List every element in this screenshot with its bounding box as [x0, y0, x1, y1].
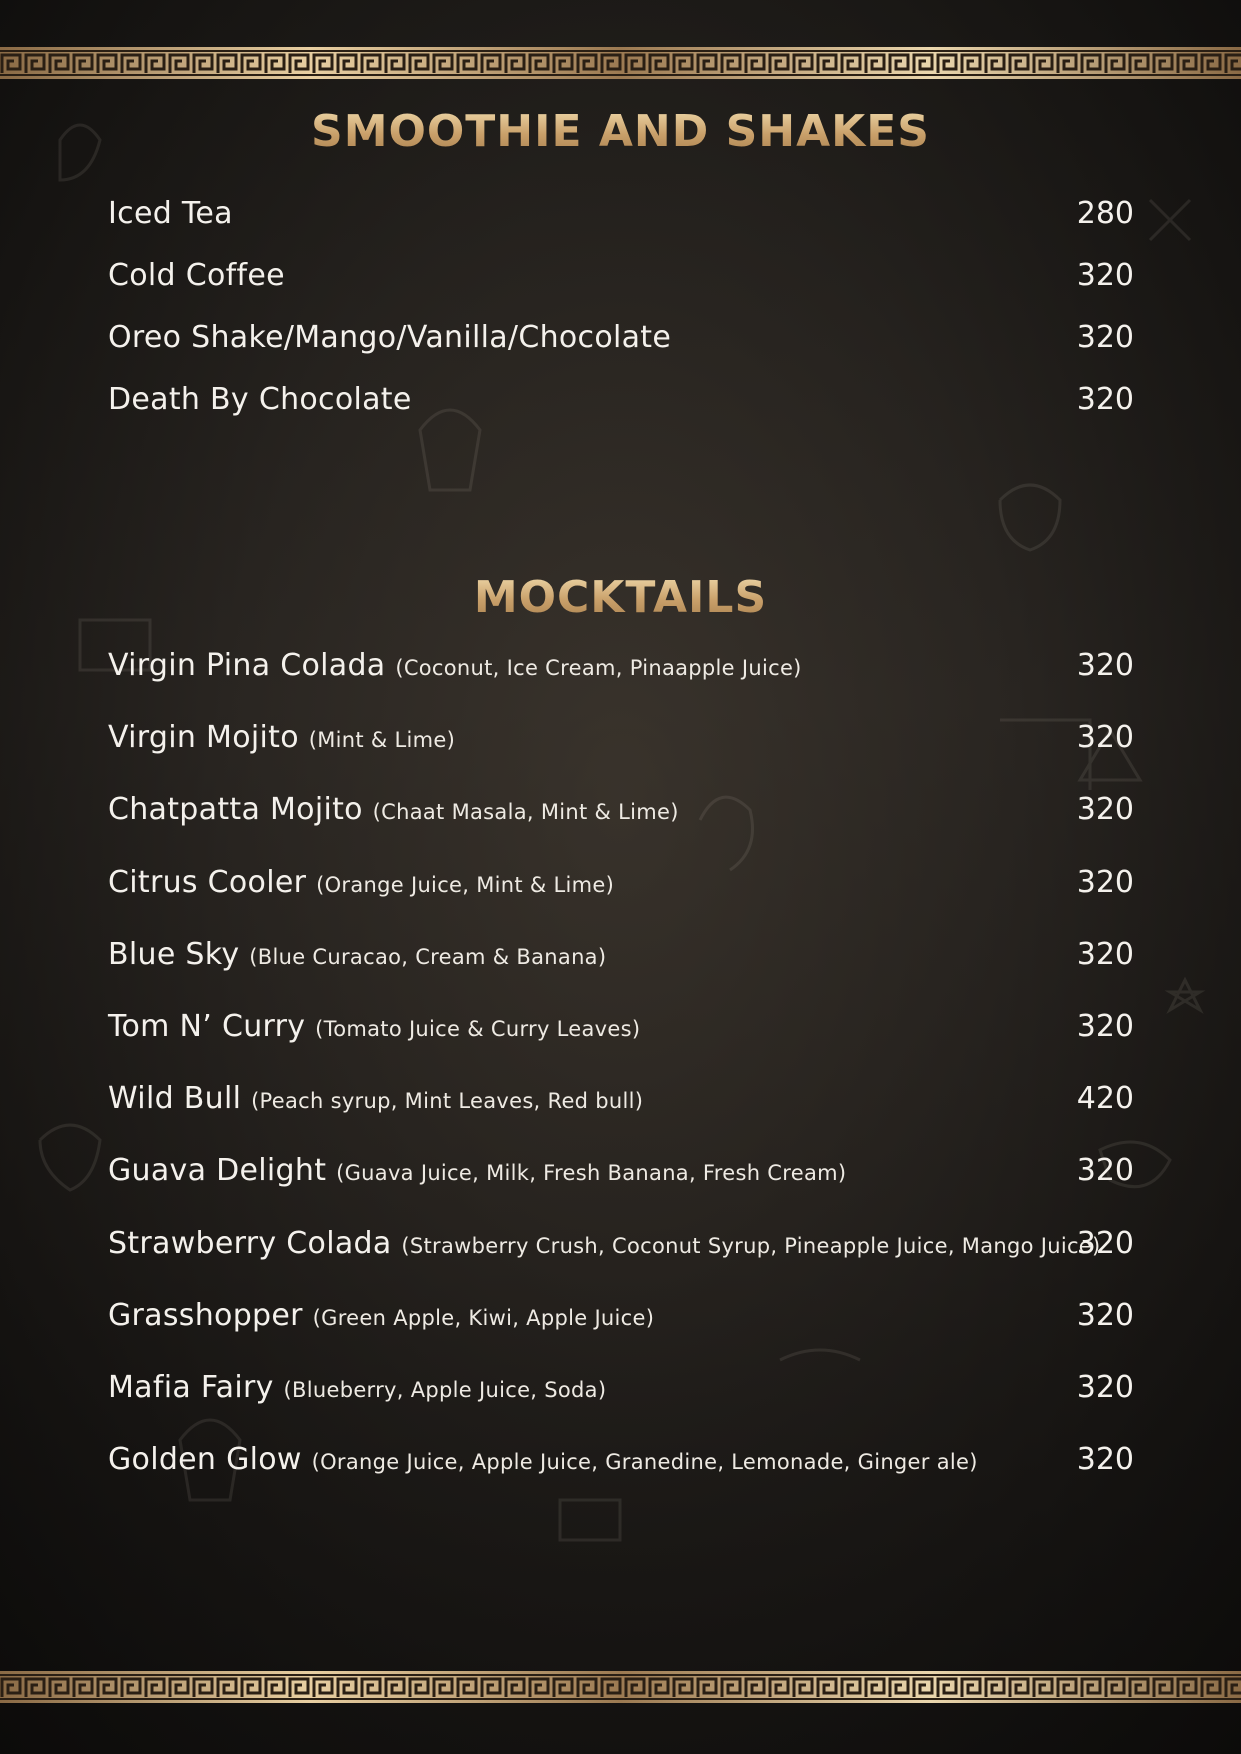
item-price: 320 — [1076, 1298, 1134, 1333]
menu-item — [108, 1370, 1134, 1414]
menu-item — [108, 1298, 1134, 1342]
menu-item — [108, 382, 1134, 426]
item-name — [108, 1009, 640, 1044]
item-price: 320 — [1076, 1153, 1134, 1188]
item-name — [108, 1081, 643, 1116]
item-title: Golden Glow — [108, 1442, 302, 1477]
item-title: Oreo Shake/Mango/Vanilla/Chocolate — [108, 320, 672, 355]
item-title: Grasshopper — [108, 1298, 303, 1333]
menu-item — [108, 1442, 1134, 1486]
item-name — [108, 792, 679, 827]
item-price: 320 — [1076, 720, 1134, 755]
item-title: Blue Sky — [108, 937, 240, 972]
menu-item — [108, 865, 1134, 909]
item-price: 320 — [1076, 648, 1134, 683]
item-price: 320 — [1076, 258, 1134, 293]
item-title: Virgin Mojito — [108, 720, 299, 755]
item-title: Mafia Fairy — [108, 1370, 274, 1405]
item-price: 320 — [1076, 1009, 1134, 1044]
item-title: Iced Tea — [108, 196, 233, 231]
item-description: (Chaat Masala, Mint & Lime) — [372, 800, 679, 824]
item-name — [108, 382, 412, 417]
item-name — [108, 865, 614, 900]
item-name — [108, 320, 671, 355]
menu-item — [108, 1081, 1134, 1125]
item-price: 320 — [1076, 937, 1134, 972]
item-name — [108, 720, 455, 755]
menu-item — [108, 792, 1134, 836]
item-description: (Green Apple, Kiwi, Apple Juice) — [312, 1306, 655, 1330]
item-description: (Orange Juice, Mint & Lime) — [316, 873, 615, 897]
item-price: 320 — [1076, 1226, 1134, 1261]
item-description: (Blueberry, Apple Juice, Soda) — [283, 1378, 607, 1402]
menu-item — [108, 1226, 1134, 1270]
item-price: 320 — [1076, 1370, 1134, 1405]
item-title: Death By Chocolate — [108, 382, 412, 417]
item-name — [108, 937, 606, 972]
menu-item — [108, 1009, 1134, 1053]
item-price: 320 — [1076, 865, 1134, 900]
menu-item — [108, 1153, 1134, 1197]
greek-key-border-bottom — [0, 1671, 1241, 1703]
section-title-smoothies: SMOOTHIE AND SHAKES — [0, 106, 1241, 157]
menu-item — [108, 320, 1134, 364]
item-description: (Peach syrup, Mint Leaves, Red bull) — [251, 1089, 644, 1113]
item-description: (Blue Curacao, Cream & Banana) — [249, 945, 607, 969]
item-description: (Strawberry Crush, Coconut Syrup, Pineapple Juice, Mango Juice) — [401, 1234, 1101, 1258]
item-title: Wild Bull — [108, 1081, 242, 1116]
menu-item — [108, 258, 1134, 302]
item-description: (Guava Juice, Milk, Fresh Banana, Fresh Cream) — [336, 1161, 847, 1185]
item-price: 420 — [1076, 1081, 1134, 1116]
item-price: 320 — [1076, 1442, 1134, 1477]
greek-key-border-top — [0, 47, 1241, 79]
item-price: 320 — [1076, 792, 1134, 827]
item-title: Citrus Cooler — [108, 865, 307, 900]
item-price: 320 — [1076, 382, 1134, 417]
item-name — [108, 1442, 978, 1477]
item-title: Guava Delight — [108, 1153, 327, 1188]
item-price: 320 — [1076, 320, 1134, 355]
menu-item — [108, 937, 1134, 981]
item-name — [108, 1153, 846, 1188]
item-description: (Tomato Juice & Curry Leaves) — [315, 1017, 641, 1041]
item-name — [108, 1298, 654, 1333]
menu-item — [108, 720, 1134, 764]
item-title: Strawberry Colada — [108, 1226, 392, 1261]
item-description: (Mint & Lime) — [308, 728, 456, 752]
item-title: Chatpatta Mojito — [108, 792, 363, 827]
item-title: Cold Coffee — [108, 258, 285, 293]
menu-item — [108, 648, 1134, 692]
item-name — [108, 648, 802, 683]
item-name — [108, 196, 233, 231]
item-name — [108, 1370, 606, 1405]
item-title: Tom N’ Curry — [108, 1009, 306, 1044]
section-title-mocktails: MOCKTAILS — [0, 572, 1241, 623]
menu-item — [108, 196, 1134, 240]
item-description: (Orange Juice, Apple Juice, Granedine, Lemonade, Ginger ale) — [311, 1450, 978, 1474]
item-name — [108, 258, 285, 293]
item-price: 280 — [1076, 196, 1134, 231]
item-title: Virgin Pina Colada — [108, 648, 386, 683]
item-name — [108, 1226, 1101, 1261]
item-description: (Coconut, Ice Cream, Pinaapple Juice) — [395, 656, 802, 680]
